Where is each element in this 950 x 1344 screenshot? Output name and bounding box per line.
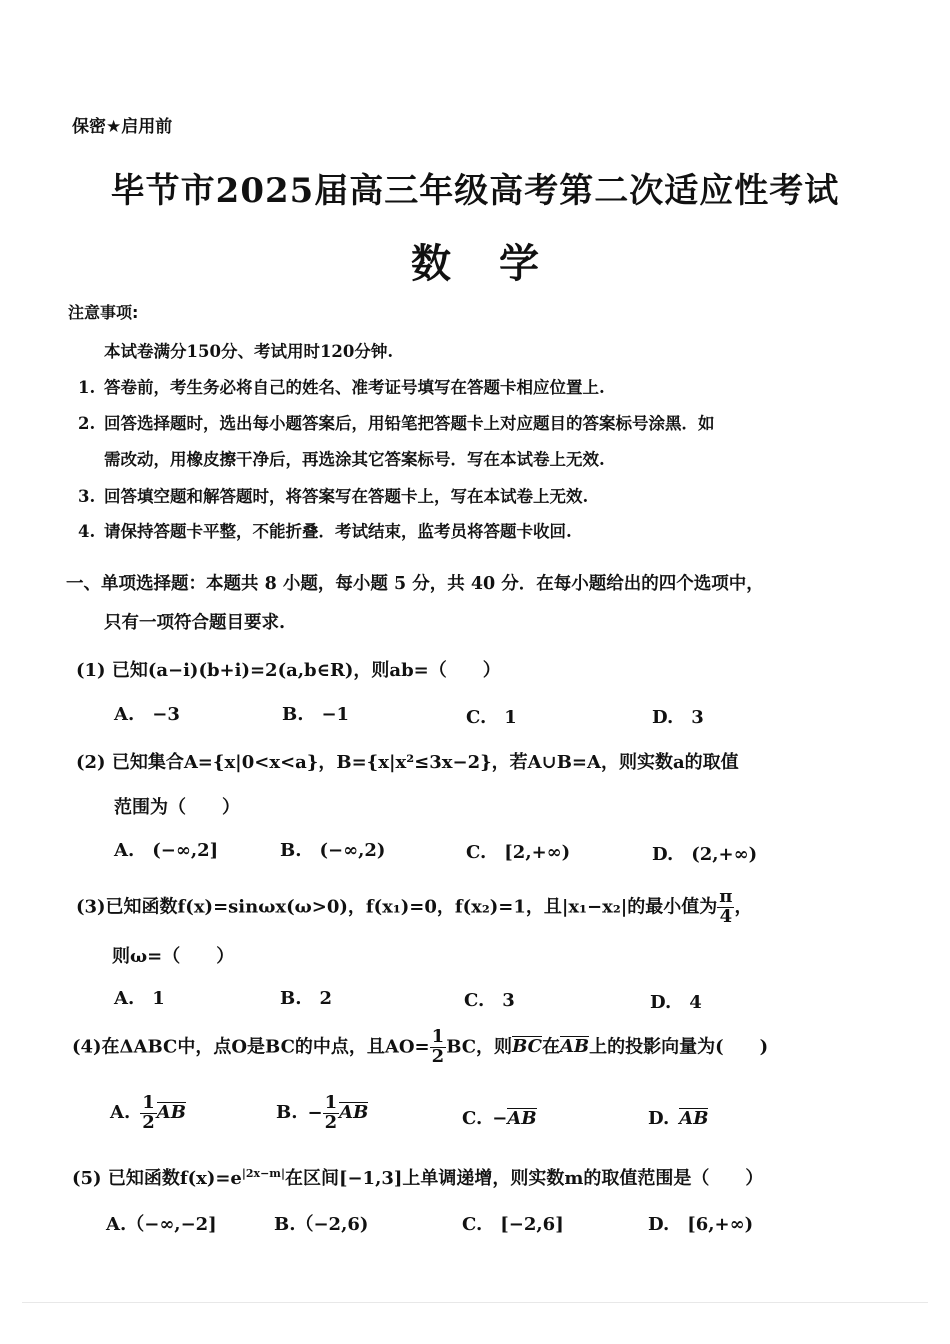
question-4-option-c (462, 1108, 537, 1129)
question-3-stem-text: (3)已知函数f(x)=sinωx(ω>0)，f(x₁)=0，f(x₂)=1，且|x₁−x₂|的最小值为 (76, 896, 718, 918)
notice-item-text: 回答选择题时，选出每小题答案后，用铅笔把答题卡上对应题目的答案标号涂黑．如 (104, 414, 715, 433)
question-4-stem-text: (4)在ΔABC中，点O是BC的中点，且AO= (72, 1036, 430, 1058)
notice-item-number: 3. (78, 487, 96, 506)
option-sign: − (492, 1108, 508, 1129)
fraction (323, 1094, 340, 1133)
question-4-stem-text: BC，则 (446, 1036, 513, 1058)
fraction-denominator: 4 (719, 905, 733, 927)
question-4-option-a (110, 1094, 186, 1133)
option-letter: A. (110, 1102, 131, 1124)
vector: AB (559, 1036, 590, 1058)
question-2-option-c: C. [2,+∞) (466, 842, 571, 863)
question-5-option-c: C. [−2,6] (462, 1214, 564, 1235)
subject-title: 数学 (411, 240, 587, 287)
question-4-option-b (276, 1094, 368, 1133)
option-letter: D. (648, 1108, 670, 1129)
notice-item-text: 回答填空题和解答题时，将答案写在答题卡上，写在本试卷上无效. (104, 487, 589, 506)
notice-item (78, 483, 588, 507)
section-heading: 一、单项选择题：本题共 8 小题，每小题 5 分，共 40 分．在每小题给出的四个选项中， (66, 574, 764, 594)
page-bottom-divider (22, 1302, 928, 1303)
question-4-stem-text: 在 (541, 1036, 560, 1058)
question-1-option-b: B. −1 (282, 704, 350, 725)
question-4-stem (72, 1028, 768, 1067)
fraction-denominator: 2 (142, 1111, 155, 1133)
question-5-option-d: D. [6,+∞) (648, 1214, 754, 1235)
question-4-stem-text: 上的投影向量为( ) (589, 1036, 769, 1058)
confidential-label: 保密★启用前 (72, 117, 173, 137)
question-5-stem-text: (5) 已知函数f(x)=e (72, 1168, 242, 1189)
option-sign: − (307, 1102, 323, 1124)
notice-intro: 本试卷满分150分、考试用时120分钟. (104, 342, 394, 361)
question-3-option-a: A. 1 (114, 988, 165, 1009)
question-1-stem: (1) 已知(a−i)(b+i)=2(a,b∈R)，则ab=（ ） (76, 660, 501, 681)
vector: AB (679, 1108, 709, 1129)
section-heading-continued: 只有一项符合题目要求. (104, 613, 286, 633)
vector: AB (156, 1102, 186, 1124)
exam-title: 毕节市2025届高三年级高考第二次适应性考试 (110, 171, 840, 211)
notice-item (78, 410, 715, 434)
question-3-stem (76, 888, 752, 927)
question-5-option-a: A.（−∞,−2] (106, 1214, 217, 1235)
notice-item (78, 518, 572, 542)
question-2-option-a: A. (−∞,2] (114, 840, 219, 861)
fraction-numerator: 1 (142, 1092, 155, 1113)
question-2-option-d: D. (2,+∞) (652, 844, 758, 865)
notice-item-number: 2. (78, 414, 96, 433)
fraction-denominator: 2 (431, 1045, 445, 1067)
fraction (717, 888, 734, 927)
question-3-option-d: D. 4 (650, 992, 702, 1013)
fraction-denominator: 2 (324, 1111, 338, 1133)
question-1-option-c: C. 1 (466, 707, 517, 728)
notice-item-number: 4. (78, 522, 96, 541)
fraction (140, 1094, 157, 1133)
vector: BC (512, 1036, 542, 1058)
fraction-numerator: π (719, 886, 733, 907)
question-4-option-d (648, 1108, 708, 1129)
question-2-stem: (2) 已知集合A={x|0<x<a}，B={x|x²≤3x−2}，若A∪B=A，则实数a的取值 (76, 752, 739, 773)
exponent: |2x−m| (241, 1167, 285, 1180)
question-5-option-b: B.（−2,6) (274, 1214, 369, 1235)
option-letter: B. (276, 1102, 298, 1124)
question-3-option-c: C. 3 (464, 990, 515, 1011)
fraction-numerator: 1 (431, 1026, 445, 1047)
notice-item (78, 374, 605, 398)
question-3-stem-end: ， (734, 896, 753, 918)
question-5-stem (72, 1164, 763, 1190)
question-3-option-b: B. 2 (280, 988, 333, 1009)
notice-item-text: 请保持答题卡平整，不能折叠．考试结束，监考员将答题卡收回. (104, 522, 572, 541)
notice-item-continued: 需改动，用橡皮擦干净后，再选涂其它答案标号．写在本试卷上无效. (104, 450, 605, 469)
option-letter: C. (462, 1108, 483, 1129)
notice-item-number: 1. (78, 378, 96, 397)
question-2-option-b: B. (−∞,2) (280, 840, 386, 861)
question-5-stem-text: 在区间[−1,3]上单调递增，则实数m的取值范围是（ ） (284, 1168, 764, 1189)
notice-heading: 注意事项: (68, 303, 139, 322)
question-1-option-a: A. −3 (114, 704, 180, 725)
fraction (430, 1028, 447, 1067)
fraction-numerator: 1 (324, 1092, 338, 1113)
vector: AB (507, 1108, 537, 1129)
question-3-stem-continued: 则ω=（ ） (112, 946, 235, 967)
question-2-stem-continued: 范围为（ ） (114, 797, 240, 818)
vector: AB (339, 1102, 369, 1124)
question-1-option-d: D. 3 (652, 707, 704, 728)
notice-item-text: 答卷前，考生务必将自己的姓名、准考证号填写在答题卡相应位置上. (104, 378, 605, 397)
